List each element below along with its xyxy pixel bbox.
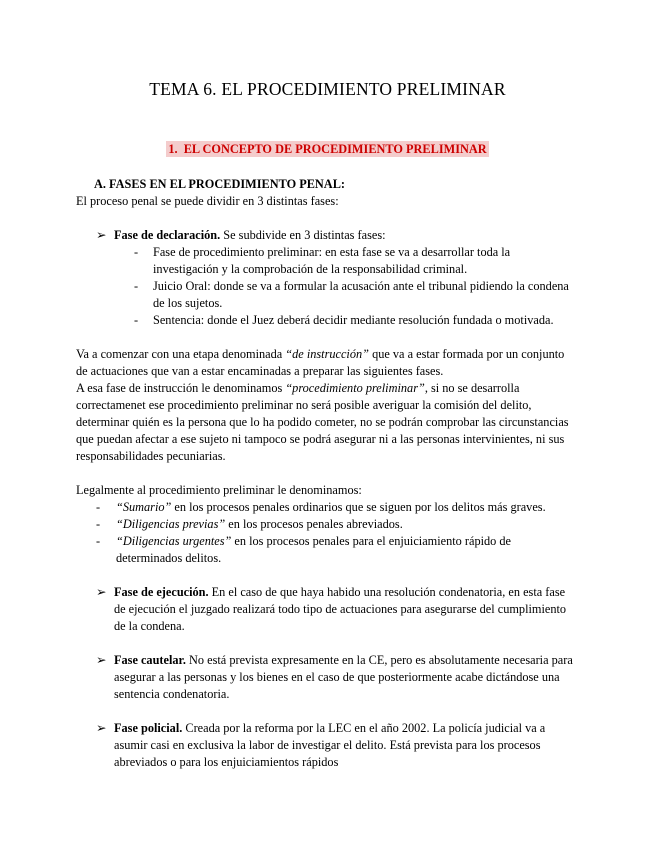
list-item: [76, 244, 576, 278]
fase-cautelar-label: Fase cautelar.: [114, 653, 186, 667]
text-run: que va a estar formada por un conjunto de actuaciones que van a estar encaminadas a preparar las siguientes fases.: [76, 347, 565, 378]
list-item: [76, 533, 576, 567]
dash-bullet-icon: -: [96, 534, 101, 548]
list-item: [76, 312, 576, 329]
list-item: [76, 278, 576, 312]
legal-block: [76, 482, 576, 567]
fase-ejecucion-block: [76, 584, 576, 635]
fase-cautelar-block: [76, 652, 576, 703]
list-item-text: Fase de procedimiento preliminar: en esta fase se va a desarrollar toda la investigación y la comprobación de la responsabilidad criminal.: [153, 245, 511, 276]
page-title: TEMA 6. EL PROCEDIMIENTO PRELIMINAR: [149, 79, 506, 99]
fase-declaracion-label: Fase de declaración.: [114, 228, 221, 242]
instruccion-text-2: [76, 380, 576, 465]
dash-bullet-icon: -: [96, 500, 101, 514]
fase-policial-label: Fase policial.: [114, 721, 183, 735]
fase-policial-block: [76, 720, 576, 771]
list-item-text: en los procesos penales abreviados.: [225, 517, 403, 531]
emphasis-text: “procedimiento preliminar”: [285, 381, 425, 395]
text-run: , si no se desarrolla correctamenet ese procedimiento preliminar no será posible averiguar la comisión del delito, determinar quién es la persona que lo ha podido cometer, no se podrán comprobar las circunstancias que puedan afectar a ese sujeto ni tampoco se podrá asegurar ni a las personas intervinientes, ni sus responsabilidades pecuniarias.: [76, 381, 569, 463]
fase-ejecucion-text: En el caso de que haya habido una resolución condenatoria, en esta fase de ejecución el juzgado realizará todo tipo de actuaciones para asegurarse del cumplimiento de la condena.: [114, 585, 567, 633]
section-heading: [0, 141, 655, 157]
legal-list: [76, 499, 576, 567]
fase-ejecucion-label: Fase de ejecución.: [114, 585, 209, 599]
legal-intro: Legalmente al procedimiento preliminar le denominamos:: [76, 483, 362, 497]
instruccion-text-1: [76, 346, 576, 380]
arrow-bullet-icon: ➢: [96, 653, 107, 667]
list-item-text: en los procesos penales ordinarios que se siguen por los delitos más graves.: [171, 500, 546, 514]
emphasis-text: “Sumario”: [116, 500, 172, 514]
text-run: A esa fase de instrucción le denominamos: [76, 381, 286, 395]
list-item-text: Juicio Oral: donde se va a formular la acusación ante el tribunal pidiendo la condena de los sujetos.: [153, 279, 569, 310]
arrow-bullet-icon: ➢: [96, 228, 107, 242]
emphasis-text: “Diligencias previas”: [116, 517, 226, 531]
arrow-bullet-icon: ➢: [96, 585, 107, 599]
arrow-bullet-icon: ➢: [96, 721, 107, 735]
fase-cautelar-item: [76, 652, 576, 703]
list-item: [76, 516, 576, 533]
dash-bullet-icon: -: [134, 245, 139, 259]
fase-declaracion-block: [76, 227, 576, 329]
fase-declaracion-item: [76, 227, 576, 244]
dash-bullet-icon: -: [134, 279, 139, 293]
section-label: EL CONCEPTO DE PROCEDIMIENTO PRELIMINAR: [183, 142, 487, 156]
section-number: 1.: [168, 142, 178, 156]
dash-bullet-icon: -: [96, 517, 101, 531]
subheading: A. FASES EN EL PROCEDIMIENTO PENAL:: [94, 177, 345, 191]
fase-policial-text: Creada por la reforma por la LEC en el año 2002. La policía judicial va a asumir casi en exclusiva la labor de investigar el delito. Está prevista para los procesos abreviados o para los enjuiciamientos rápidos: [114, 721, 546, 769]
fase-declaracion-list: [76, 244, 576, 329]
fase-ejecucion-item: [76, 584, 576, 635]
fase-declaracion-text: Se subdivide en 3 distintas fases:: [220, 228, 386, 242]
intro-text: El proceso penal se puede dividir en 3 distintas fases:: [76, 194, 339, 208]
dash-bullet-icon: -: [134, 313, 139, 327]
list-item-text: Sentencia: donde el Juez deberá decidir mediante resolución fundada o motivada.: [153, 313, 554, 327]
text-run: Va a comenzar con una etapa denominada: [76, 347, 286, 361]
instruccion-paragraph: [76, 346, 576, 465]
fase-policial-item: [76, 720, 576, 771]
fase-cautelar-text: No está prevista expresamente en la CE, pero es absolutamente necesaria para asegurar a las personas y los bienes en el caso de que posteriormente acabe dictándose una sentencia condenatoria.: [114, 653, 573, 701]
section-heading-highlight: [166, 141, 488, 157]
emphasis-text: “Diligencias urgentes”: [116, 534, 232, 548]
intro-paragraph: [76, 193, 576, 210]
emphasis-text: “de instrucción”: [285, 347, 369, 361]
list-item: [76, 499, 576, 516]
list-item-text: en los procesos penales para el enjuiciamiento rápido de determinados delitos.: [116, 534, 511, 565]
